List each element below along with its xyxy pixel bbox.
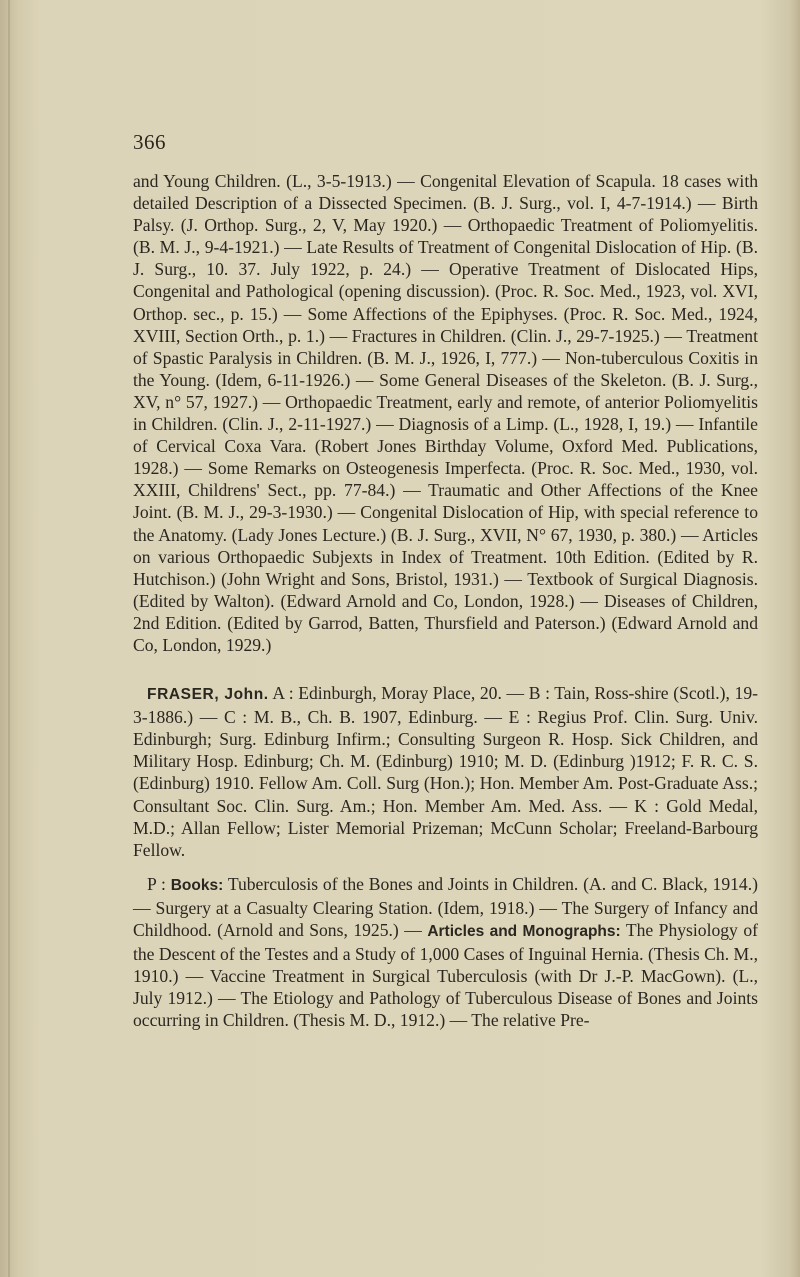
articles-text: The Physiology of the Descent of the Testes and a Study of 1,000 Cases of Inguinal Hernia. (Thesis Ch. M., 1910.) — Vaccine Treatment in Surgical Tuberculosis (with Dr J.-P. MacGown). (L., July 1912.) — The Etiology and Pathology of Tuberculous Disease of Bones and Joints occurring in Children. (Thesis M. D., 1912.) — The relative Pre-: [133, 920, 758, 1031]
entry-bio: A : Edinburgh, Moray Place, 20. — B : Tain, Ross-shire (Scotl.), 19-3-1886.) — C : M. B., Ch. B. 1907, Edinburg. — E : Regius Prof. Clin. Surg. Univ. Edinburgh; Surg. Edinburg Infirm.; Consulting Surgeon R. Hosp. Sick Children, and Military Hosp. Edinburg; Ch. M. (Edinburg) 1910; M. D. (Edinburg )1912; F. R. C. S. (Edinburg) 1910. Fellow Am. Coll. Surg (Hon.); Hon. Member Am. Post-Graduate Ass.; Consultant Soc. Clin. Surg. Am.; Hon. Member Am. Med. Ass. — K : Gold Medal, M.D.; Allan Fellow; Lister Memorial Prizeman; McCunn Scholar; Freeland-Barbourg Fellow.: [133, 683, 758, 860]
page-body: [133, 170, 758, 1031]
page-number: 366: [133, 130, 166, 154]
books-heading: Books:: [170, 876, 224, 894]
entry-paragraph: [133, 682, 758, 861]
paragraph-spacer: [133, 861, 758, 873]
articles-heading: Articles and Monographs:: [427, 923, 621, 940]
continuation-paragraph: and Young Children. (L., 3-5-1913.) — Congenital Elevation of Scapula. 18 cases with detailed Description of a Dissected Specimen. (B. J. Surg., vol. I, 4-7-1914.) — Birth Palsy. (J. Orthop. Surg., 2, V, May 1920.) — Orthopaedic Treatment of Poliomyelitis. (B. M. J., 9-4-1921.) — Late Results of Treatment of Congenital Dislocation of Hip. (B. J. Surg., 10. 37. July 1922, p. 24.) — Operative Treatment of Dislocated Hips, Congenital and Pathological (opening discussion). (Proc. R. Soc. Med., 1923, vol. XVI, Orthop. sec., p. 15.) — Some Affections of the Epiphyses. (Proc. R. Soc. Med., 1924, XVIII, Section Orth., p. 1.) — Fractures in Children. (Clin. J., 29-7-1925.) — Treatment of Spastic Paralysis in Children. (B. M. J., 1926, I, 777.) — Non-tuberculous Coxitis in the Young. (Idem, 6-11-1926.) — Some General Diseases of the Skeleton. (B. J. Surg., XV, n° 57, 1927.) — Orthopaedic Treatment, early and remote, of anterior Poliomyelitis in Children. (Clin. J., 2-11-1927.) — Diagnosis of a Limp. (L., 1928, I, 19.) — Infantile of Cervical Coxa Vara. (Robert Jones Birthday Volume, Oxford Med. Publications, 1928.) — Some Remarks on Osteogenesis Imperfecta. (Proc. R. Soc. Med., 1930, vol. XXIII, Childrens' Sect., pp. 77-84.) — Traumatic and Other Affections of the Knee Joint. (B. M. J., 29-3-1930.) — Congenital Dislocation of Hip, with special reference to the Anatomy. (Lady Jones Lecture.) (B. J. Surg., XVII, N° 67, 1930, p. 380.) — Articles on various Orthopaedic Subjexts in Index of Treatment. 10th Edition. (Edited by R. Hutchison.) (John Wright and Sons, Bristol, 1931.) — Textbook of Surgical Diagnosis. (Edited by Walton). (Edward Arnold and Co, London, 1928.) — Diseases of Children, 2nd Edition. (Edited by Garrod, Batten, Thursfield and Paterson.) (Edward Arnold and Co, London, 1929.): [133, 171, 758, 655]
paragraph-spacer: [133, 656, 758, 682]
publications-paragraph: [133, 873, 758, 1032]
entry-name: FRASER, John.: [147, 686, 269, 704]
books-text: Tuberculosis of the Bones and Joints in Children. (A. and C. Black, 1914.) — Surgery at a Casualty Clearing Station. (Idem, 1918.) — The Surgery of Infancy and Childhood. (Arnold and Sons, 1925.) —: [133, 873, 758, 940]
publications-prefix: P :: [147, 873, 171, 894]
binding-gutter: [8, 0, 10, 1277]
